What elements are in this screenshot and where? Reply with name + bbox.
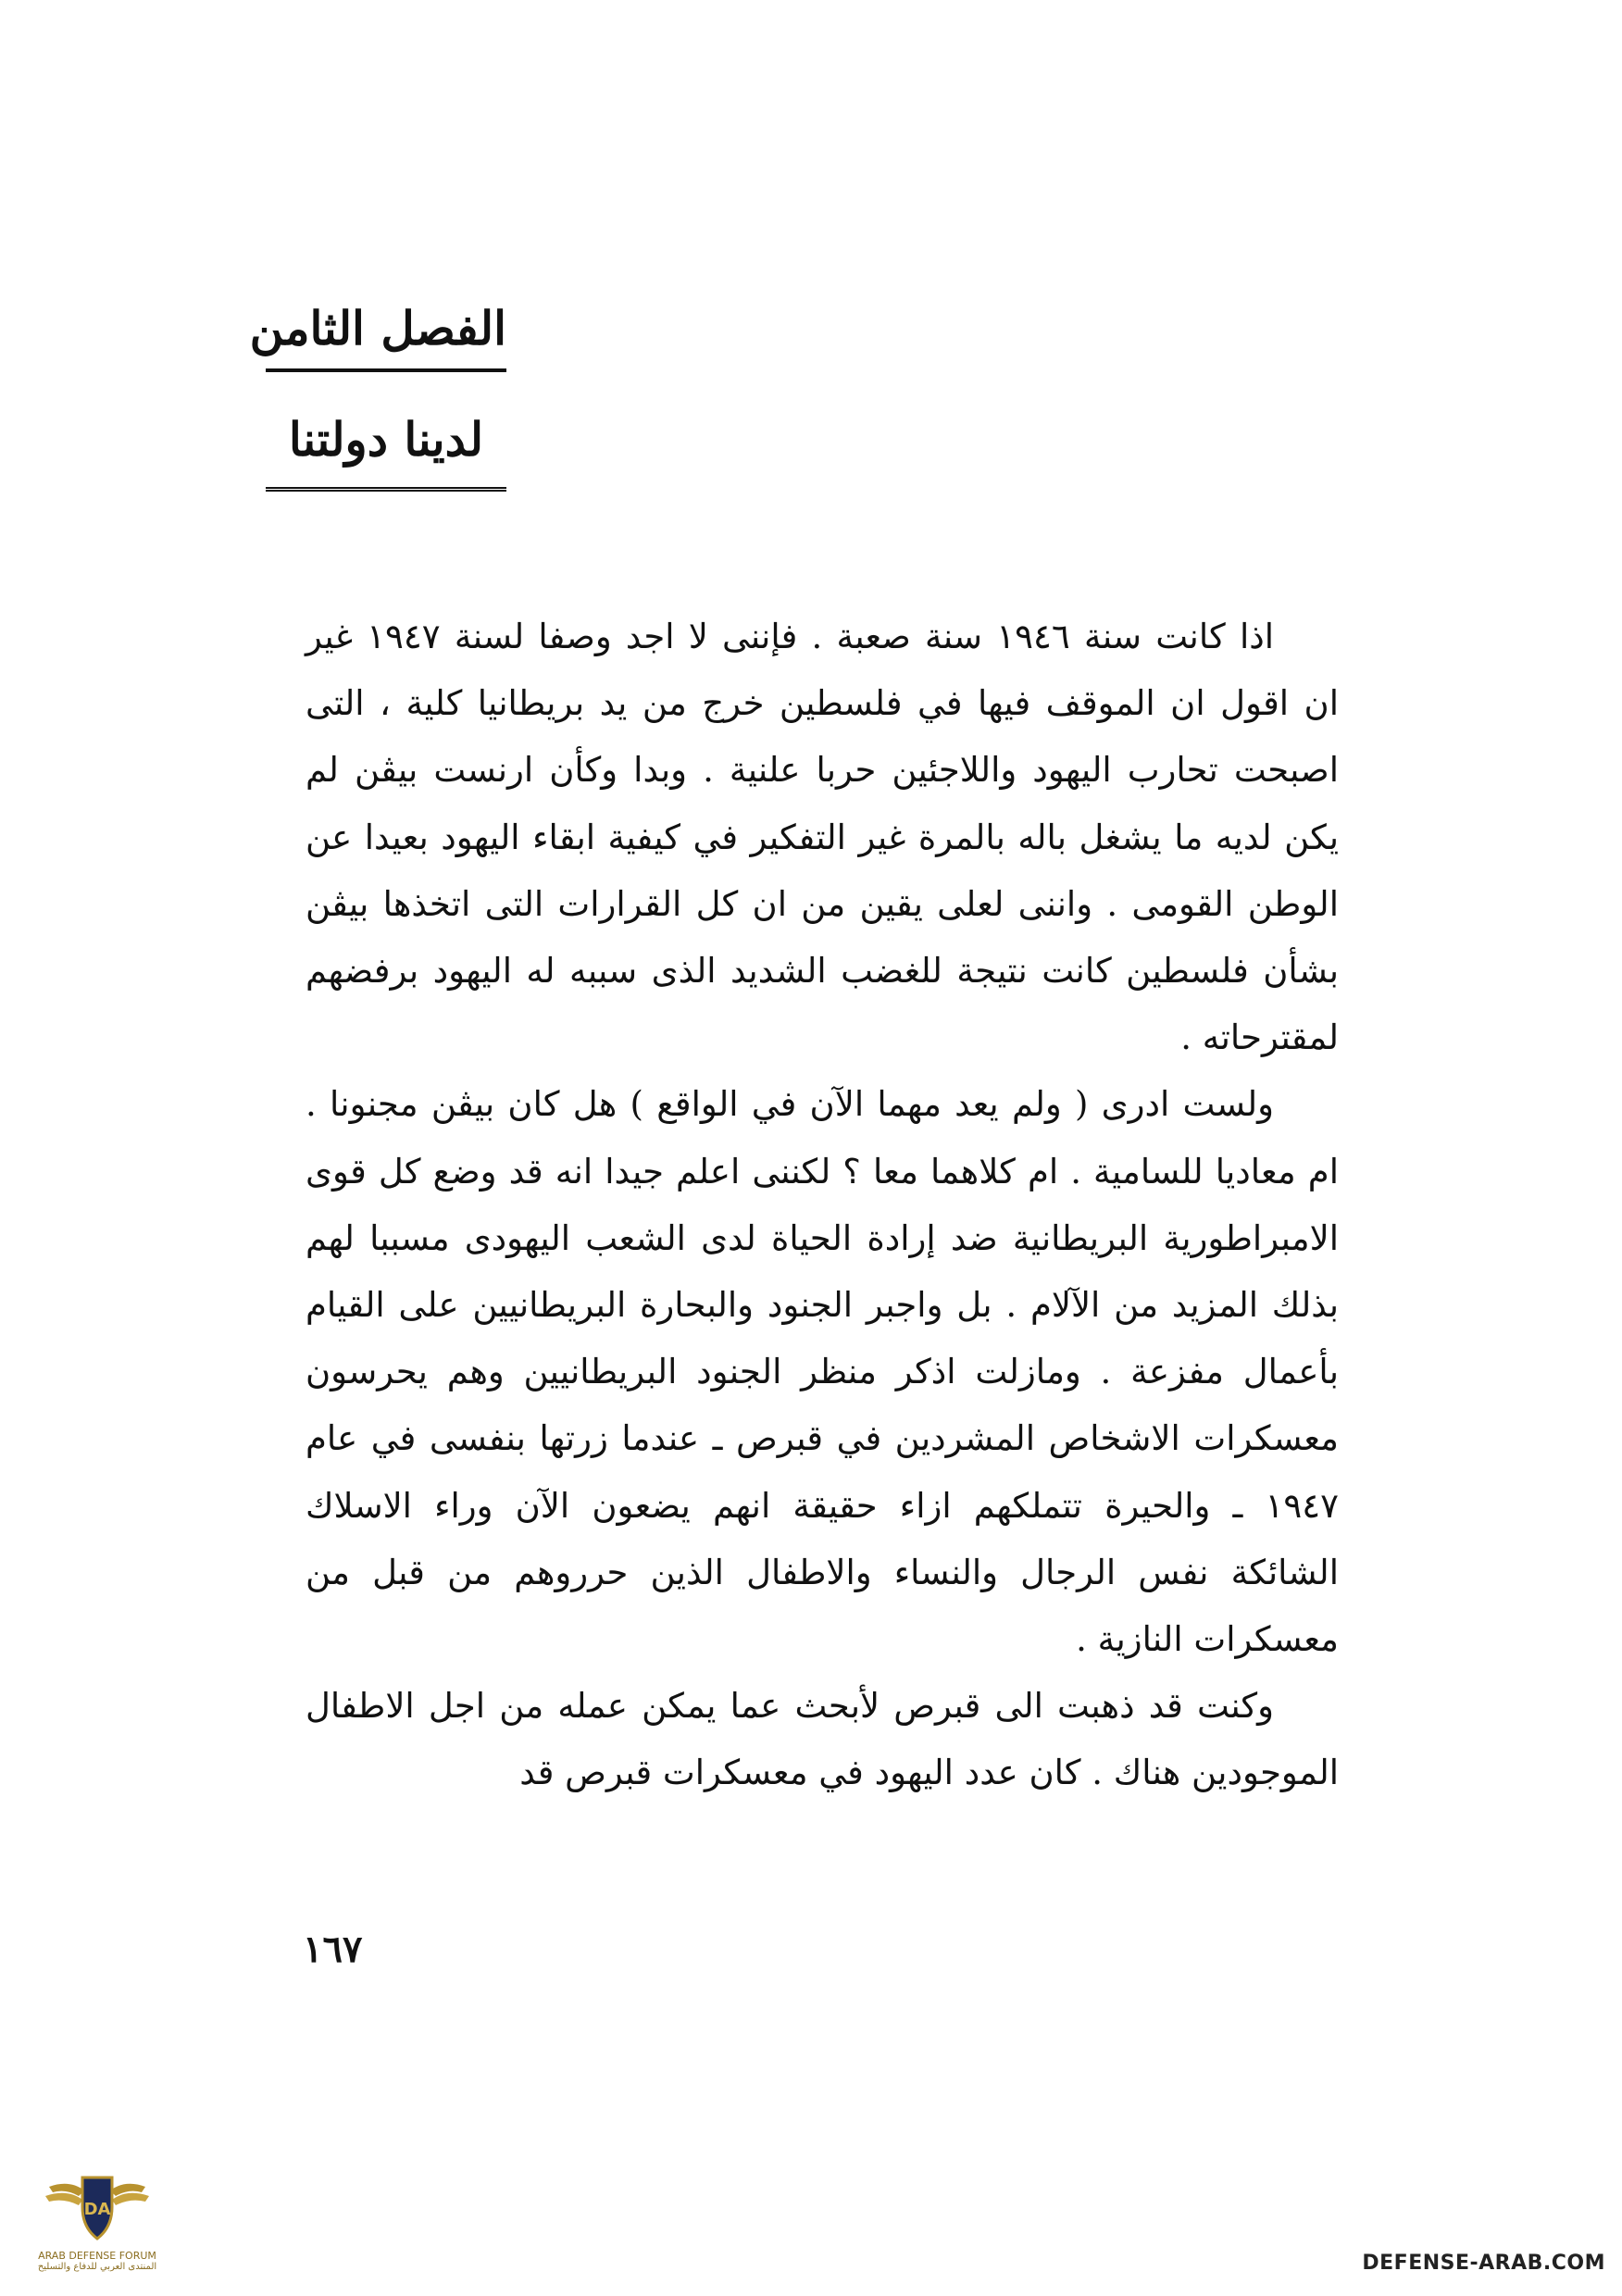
- page-number: ١٦٧: [303, 1928, 363, 1971]
- chapter-heading: [249, 294, 506, 492]
- logo-caption: ARAB DEFENSE FORUM: [38, 2250, 156, 2262]
- body-text: [306, 604, 1339, 1807]
- chapter-label: الفصل الثامن: [266, 294, 506, 372]
- forum-logo: [28, 2166, 167, 2287]
- paragraph-2: ولست ادرى ( ولم يعد مهما الآن في الواقع ) هل كان بيڤن مجنونا . ام معاديا للسامية . ام كلاهما معا ؟ لكننى اعلم جيدا انه قد وضع كل قوى الامبراطورية البريطانية ضد إرادة الحياة لدى الشعب اليهودى مسببا لهم بذلك المزيد من الآلام . بل واجبر الجنود والبحارة البريطانيين على القيام بأعمال مفزعة . ومازلت اذكر منظر الجنود البريطانيين وهم يحرسون معسكرات الاشخاص المشردين في قبرص ـ عندما زرتها بنفسى في عام ١٩٤٧ ـ والحيرة تتملكهم ازاء حقيقة انهم يضعون الآن وراء الاسلاك الشائكة نفس الرجال والنساء والاطفال الذين حرروهم من قبل من معسكرات النازية .: [306, 1084, 1339, 1660]
- logo-monogram: DA: [83, 2200, 111, 2219]
- site-url-watermark: DEFENSE-ARAB.COM: [1362, 2252, 1605, 2275]
- chapter-title: لدينا دولتنا: [266, 406, 506, 492]
- shield-wings-icon: [42, 2166, 153, 2250]
- paragraph-3: وكنت قد ذهبت الى قبرص لأبحث عما يمكن عمله من اجل الاطفال الموجودين هناك . كان عدد اليهود في معسكرات قبرص قد: [306, 1686, 1339, 1793]
- logo-caption-arabic: المنتدى العربي للدفاع والتسليح: [37, 2262, 157, 2272]
- paragraph-1: اذا كانت سنة ١٩٤٦ سنة صعبة . فإننى لا اجد وصفا لسنة ١٩٤٧ غير ان اقول ان الموقف فيها في فلسطين خرج من يد بريطانيا كلية ، التى اصبحت تحارب اليهود واللاجئين حربا علنية . وبدا وكأن ارنست بيڤن لم يكن لديه ما يشغل باله بالمرة غير التفكير في كيفية ابقاء اليهود بعيدا عن الوطن القومى . واننى لعلى يقين من ان كل القرارات التى اتخذها بيڤن بشأن فلسطين كانت نتيجة للغضب الشديد الذى سببه له اليهود برفضهم لمقترحاته .: [306, 617, 1339, 1058]
